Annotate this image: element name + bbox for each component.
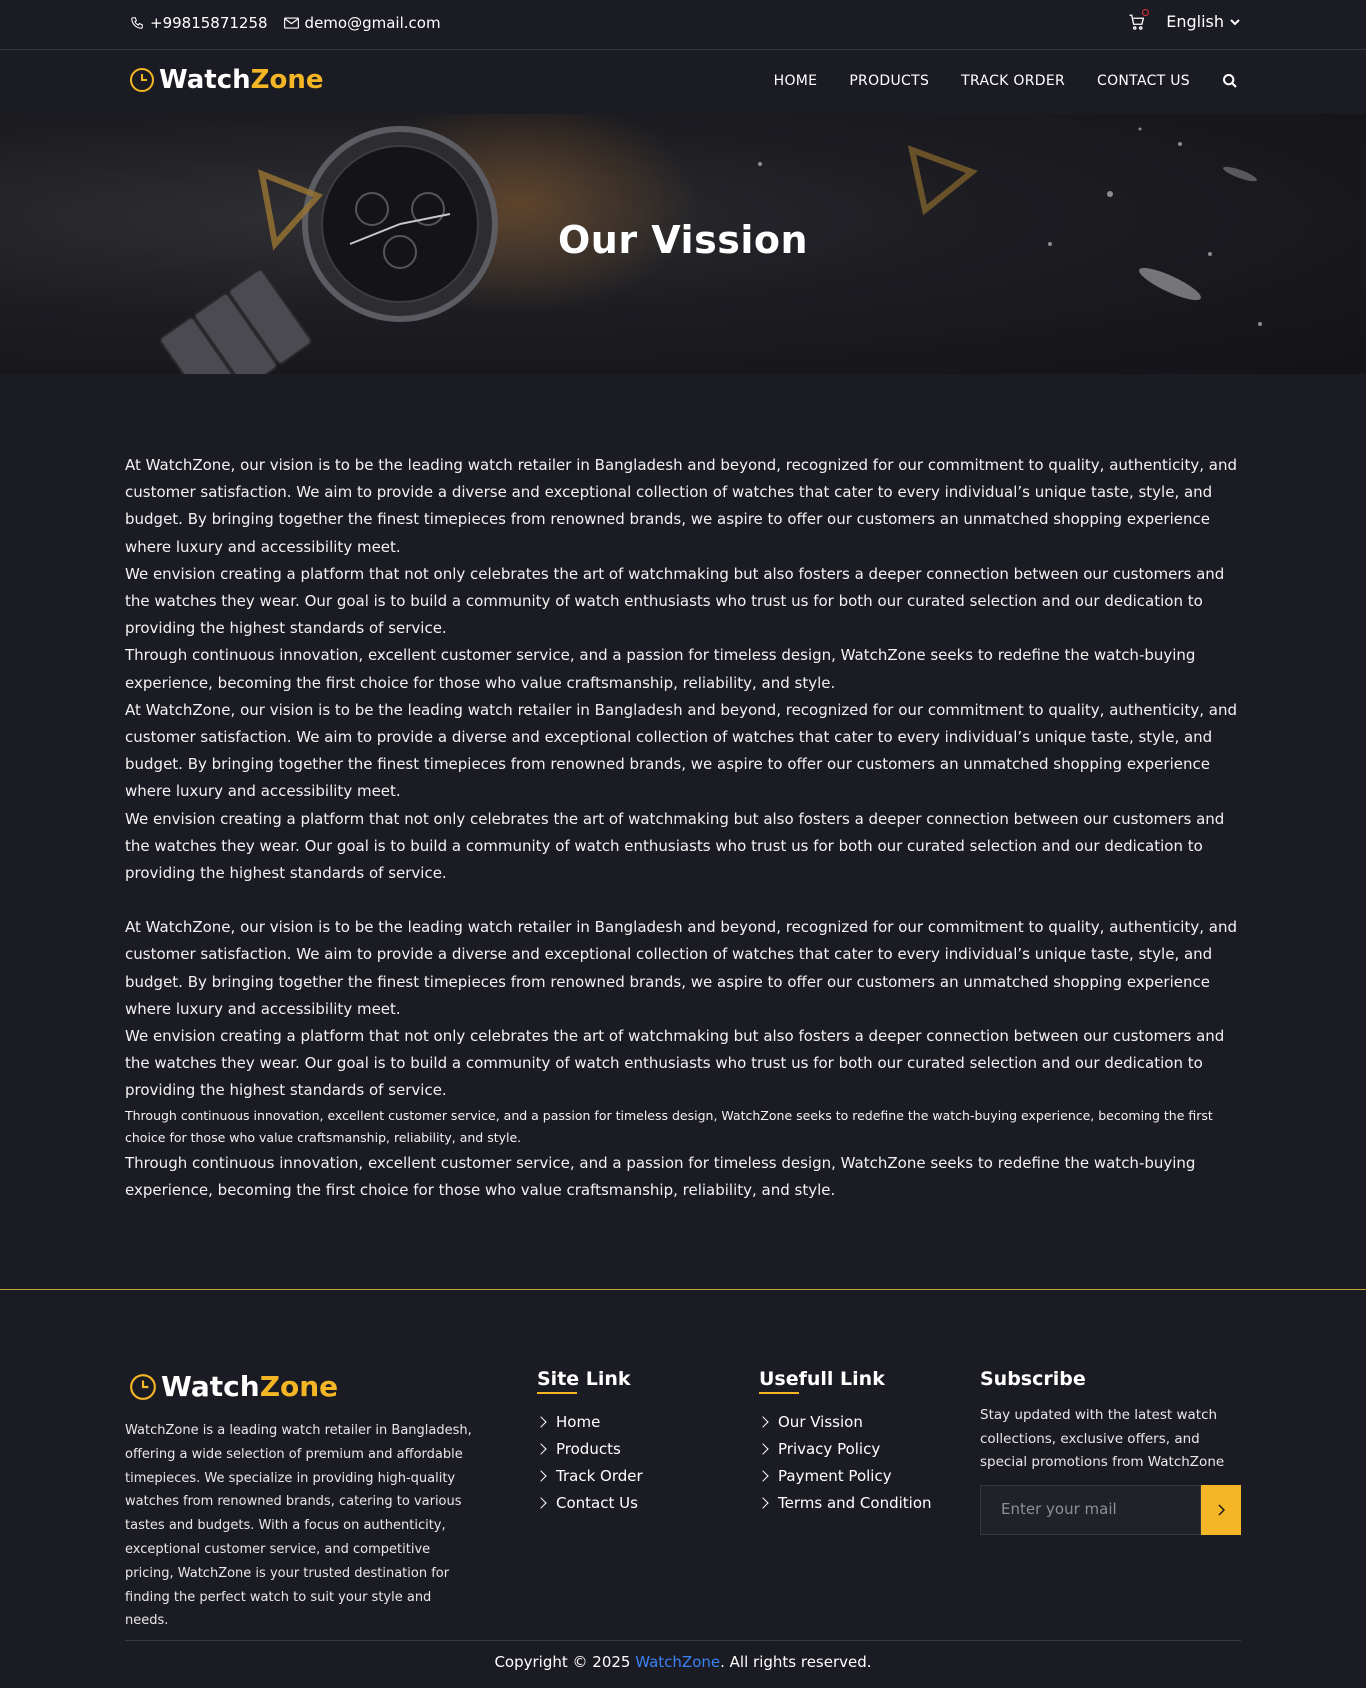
vision-paragraph-small: Through continuous innovation, excellent customer service, and a passion for timeless design, WatchZone seeks to redefine the watch-buying experience, becoming the first choice for those who value craftsmanship, reliability, and style. (125, 1107, 1213, 1146)
footer-bottom-divider (125, 1640, 1241, 1641)
phone-number: +99815871258 (150, 14, 268, 32)
subscribe-heading: Subscribe (980, 1368, 1086, 1390)
footer-link-terms[interactable]: Terms and Condition (759, 1489, 932, 1516)
site-logo[interactable] (129, 65, 324, 95)
top-bar (0, 0, 1366, 50)
copyright-text: Copyright © 2025 WatchZone. All rights reserved. (494, 1653, 872, 1671)
vision-paragraph: At WatchZone, our vision is to be the leading watch retailer in Bangladesh and beyond, recognized for our commitment to quality, authenticity, and customer satisfaction. We aim to provide a diverse and exceptional collection of watches that cater to every individual’s unique taste, style, and budget. By bringing together the finest timepieces from renowned brands, we aspire to offer our customers an unmatched shopping experience where luxury and accessibility meet. (125, 700, 1237, 801)
nav-links (774, 73, 1238, 89)
footer-divider (0, 1289, 1366, 1290)
logo-zone: Zone (259, 1370, 339, 1403)
logo-watch: Watch (159, 65, 251, 95)
footer-logo[interactable] (129, 1370, 338, 1403)
footer-about-text: WatchZone is a leading watch retailer in Bangladesh, offering a wide selection of premium and affordable timepieces. We specialize in providing high-quality watches from renowned brands, catering to various tastes and budgets. With a focus on authenticity, exceptional customer service, and competitive pricing, WatchZone is your trusted destination for finding the perfect watch to suit your style and needs. (125, 1423, 472, 1629)
footer-link-our-vission[interactable]: Our Vission (759, 1408, 932, 1435)
chevron-right-icon (535, 1497, 546, 1508)
language-selector[interactable] (1166, 12, 1240, 31)
footer-link-contact-us[interactable]: Contact Us (537, 1489, 643, 1516)
chevron-right-icon (757, 1470, 768, 1481)
site-link-column (537, 1368, 643, 1516)
nav-contact-us[interactable]: CONTACT US (1097, 73, 1190, 89)
vision-paragraph: We envision creating a platform that not only celebrates the art of watchmaking but also fosters a deeper connection between our customers and the watches they wear. Our goal is to build a community of watch enthusiasts who trust us for both our curated selection and our dedication to providing the highest standards of service. (125, 1027, 1225, 1100)
logo-zone: Zone (250, 65, 324, 95)
email-address: demo@gmail.com (304, 14, 441, 32)
subscribe-form (980, 1485, 1241, 1535)
vision-paragraph: We envision creating a platform that not only celebrates the art of watchmaking but also fosters a deeper connection between our customers and the watches they wear. Our goal is to build a community of watch enthusiasts who trust us for both our curated selection and our dedication to providing the highest standards of service. (125, 809, 1225, 883)
subscribe-column (980, 1368, 1242, 1475)
page-title: Our Vission (557, 218, 808, 262)
subscribe-button[interactable] (1201, 1485, 1241, 1535)
phone-icon (130, 16, 144, 30)
nav-track-order[interactable]: TRACK ORDER (961, 73, 1066, 89)
mail-icon (284, 17, 299, 29)
nav-home[interactable]: HOME (773, 73, 818, 89)
clock-icon (129, 1373, 157, 1401)
search-icon[interactable] (1222, 73, 1238, 89)
topbar-actions (1128, 12, 1240, 31)
site-link-heading: Site Link (537, 1368, 643, 1394)
cart-button[interactable] (1128, 13, 1146, 31)
vision-content (125, 452, 1241, 1205)
chevron-right-icon (535, 1443, 546, 1454)
chevron-right-icon (757, 1497, 768, 1508)
footer-link-privacy-policy[interactable]: Privacy Policy (759, 1435, 932, 1462)
footer-link-track-order[interactable]: Track Order (537, 1462, 643, 1489)
vision-paragraph: At WatchZone, our vision is to be the leading watch retailer in Bangladesh and beyond, recognized for our commitment to quality, authenticity, and customer satisfaction. We aim to provide a diverse and exceptional collection of watches that cater to every individual’s unique taste, style, and budget. By bringing together the finest timepieces from renowned brands, we aspire to offer our customers an unmatched shopping experience where luxury and accessibility meet. (125, 456, 1237, 556)
vision-paragraph: We envision creating a platform that not only celebrates the art of watchmaking but also fosters a deeper connection between our customers and the watches they wear. Our goal is to build a community of watch enthusiasts who trust us for both our curated selection and our dedication to providing the highest standards of service. (125, 564, 1225, 638)
chevron-right-icon (757, 1443, 768, 1454)
vision-paragraph: Through continuous innovation, excellent customer service, and a passion for timeless design, WatchZone seeks to redefine the watch-buying experience, becoming the first choice for those who value craftsmanship, reliability, and style. (125, 646, 1196, 692)
useful-link-column (759, 1368, 932, 1516)
cart-badge (1142, 9, 1149, 16)
hero-banner (0, 114, 1366, 374)
chevron-right-icon (535, 1470, 546, 1481)
footer-link-home[interactable]: Home (537, 1408, 643, 1435)
paragraph-spacer (125, 887, 1241, 914)
copyright-brand-link[interactable]: WatchZone (635, 1653, 721, 1671)
nav-products[interactable]: PRODUCTS (849, 73, 930, 89)
clock-icon (129, 67, 155, 93)
logo-watch: Watch (161, 1370, 260, 1403)
subscribe-email-input[interactable]: Enter your mail (980, 1485, 1201, 1535)
useful-link-heading: Usefull Link (759, 1368, 932, 1394)
vision-paragraph: Through continuous innovation, excellent customer service, and a passion for timeless design, WatchZone seeks to redefine the watch-buying experience, becoming the first choice for those who value craftsmanship, reliability, and style. (125, 1154, 1196, 1200)
footer-link-payment-policy[interactable]: Payment Policy (759, 1462, 932, 1489)
subscribe-text: Stay updated with the latest watch collections, exclusive offers, and special promotions from WatchZone (980, 1407, 1225, 1470)
chevron-right-icon (757, 1416, 768, 1427)
phone-link[interactable] (130, 14, 268, 32)
vision-paragraph: At WatchZone, our vision is to be the leading watch retailer in Bangladesh and beyond, recognized for our commitment to quality, authenticity, and customer satisfaction. We aim to provide a diverse and exceptional collection of watches that cater to every individual’s unique taste, style, and budget. By bringing together the finest timepieces from renowned brands, we aspire to offer our customers an unmatched shopping experience where luxury and accessibility meet. (125, 918, 1237, 1018)
main-navbar (0, 51, 1366, 114)
footer-link-products[interactable]: Products (537, 1435, 643, 1462)
chevron-right-icon (1217, 1504, 1225, 1516)
chevron-down-icon (1230, 18, 1240, 26)
contact-info (130, 14, 441, 32)
email-link[interactable] (284, 14, 441, 32)
language-label: English (1166, 12, 1224, 31)
chevron-right-icon (535, 1416, 546, 1427)
